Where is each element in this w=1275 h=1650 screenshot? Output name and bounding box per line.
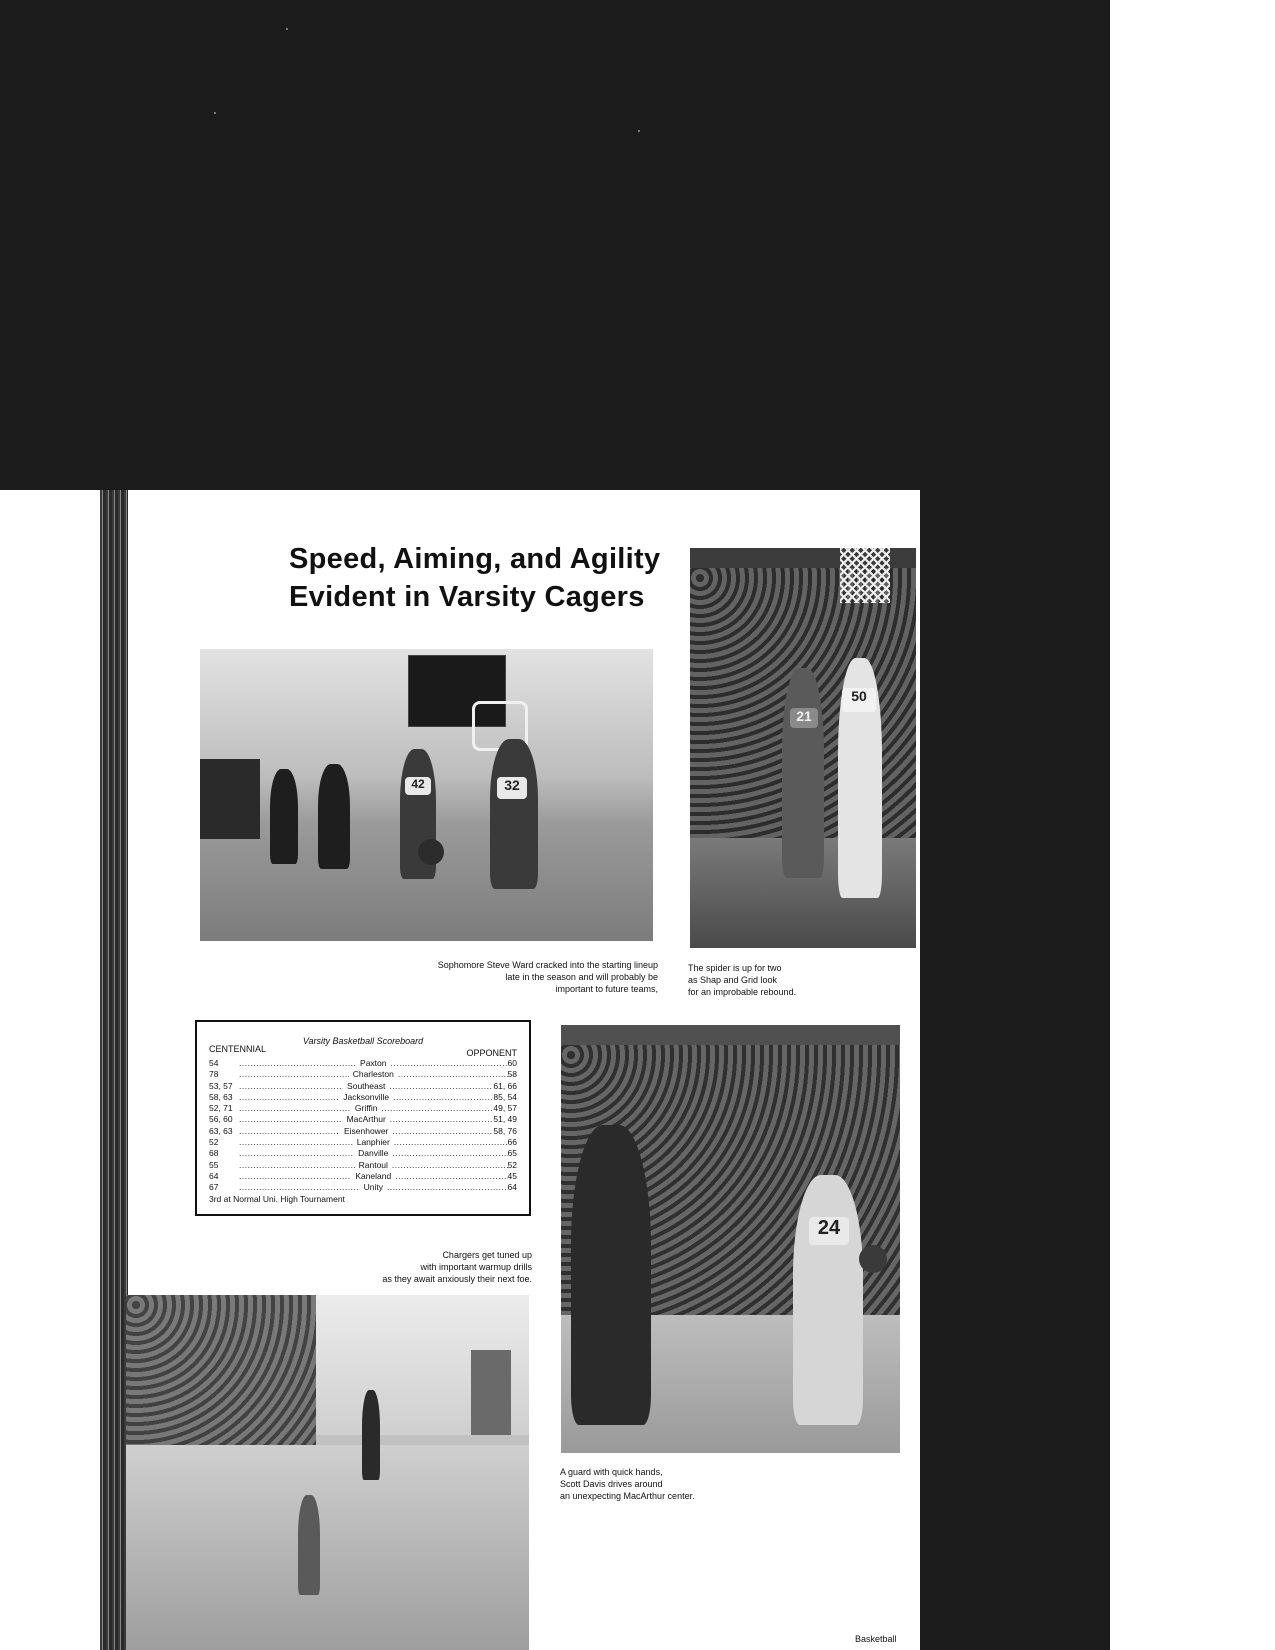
caption-line: important to future teams, [555,984,658,994]
leader-dots [239,1160,355,1171]
caption-line: with important warmup drills [420,1262,532,1272]
dribble-caption [380,959,658,995]
opponent-name: Charleston [352,1069,394,1080]
leader-dots [239,1137,353,1148]
centennial-score: 67 [209,1182,219,1193]
centennial-score: 52 [209,1137,219,1148]
bleacher-crowd [126,1295,316,1445]
scoreboard-row [209,1069,517,1080]
jersey-number: 42 [405,777,431,795]
caption-line: Chargers get tuned up [442,1250,532,1260]
opponent-score: 85, 54 [493,1091,517,1102]
scoreboard-rows [209,1058,517,1194]
caption-line: an unexpecting MacArthur center. [560,1491,695,1501]
page-title [289,540,679,616]
scoreboard-row [209,1137,517,1148]
page-section-label: Basketball [855,1634,897,1644]
leader-dots [239,1182,360,1193]
leader-dots [398,1069,508,1080]
leader-dots [392,1160,508,1171]
centennial-score: 54 [209,1058,219,1068]
opponent-name: Eisenhower [343,1125,389,1136]
player [782,668,824,878]
speck [638,130,640,132]
player [298,1495,320,1595]
leader-dots [239,1171,351,1182]
leader-dots [239,1148,354,1159]
basket-net [840,548,890,603]
leader-dots [239,1058,356,1069]
centennial-score: 78 [209,1069,219,1080]
player [270,769,298,864]
scoreboard-row [209,1126,517,1137]
opponent-score: 45 [507,1170,518,1181]
title-line-2: Evident in Varsity Cagers [289,581,645,613]
centennial-score: 63, 63 [209,1125,233,1136]
player [793,1175,863,1425]
player [571,1125,651,1425]
opponent-score: 58, 76 [493,1125,517,1136]
court-floor [126,1445,529,1650]
centennial-score: 56, 60 [209,1114,233,1125]
leader-dots [239,1114,343,1125]
leader-dots [391,1058,508,1069]
dribble-photo [200,649,653,941]
caption-line: late in the season and will probably be [505,972,658,982]
player [490,739,538,889]
scoreboard-title: Varsity Basketball Scoreboard [302,1036,424,1046]
leader-dots [389,1081,493,1092]
opponent-score: 58 [507,1069,518,1080]
opponent-score: 52 [507,1159,517,1170]
centennial-score: 53, 57 [209,1080,233,1091]
caption-line: The spider is up for two [688,963,782,973]
scoreboard-row [209,1148,517,1159]
centennial-score: 52, 71 [209,1103,233,1114]
basketball-icon [418,839,444,865]
speck [286,28,288,30]
player [318,764,350,869]
scoreboard-row [209,1103,517,1114]
caption-line: as Shap and Grid look [688,975,778,985]
leader-dots [239,1069,349,1080]
leader-dots [392,1126,493,1137]
opponent-name: Unity [363,1182,383,1193]
gym-door [471,1350,511,1435]
centennial-score: 58, 63 [209,1091,233,1102]
opponent-score: 65 [507,1148,517,1159]
opponent-name: MacArthur [346,1114,386,1125]
scan-background [0,0,1110,490]
opponent-name: Rantoul [358,1159,388,1170]
warmup-photo [126,1295,529,1650]
right-column-header: OPPONENT [466,1048,517,1058]
leader-dots [381,1103,493,1114]
caption-line: A guard with quick hands, [560,1467,663,1477]
scoreboard-footnote: 3rd at Normal Uni. High Tournament [209,1193,345,1204]
centennial-score: 68 [209,1148,219,1159]
opponent-name: Lanphier [356,1137,390,1148]
leader-dots [394,1137,508,1148]
guard-photo [561,1025,900,1453]
scoreboard-row [209,1171,517,1182]
title-line-1: Speed, Aiming, and Agility [289,543,661,575]
rebound-photo [690,548,916,948]
scoreboard-row [209,1092,517,1103]
scoreboard-row [209,1114,517,1125]
opponent-name: Paxton [360,1058,387,1068]
centennial-score: 64 [209,1170,219,1181]
jersey-number: 21 [790,708,818,728]
scoreboard-row [209,1081,517,1092]
opponent-name: Griffin [354,1103,378,1114]
leader-dots [392,1148,507,1159]
bleacher-rail [200,759,260,839]
jersey-number: 50 [842,688,876,712]
scoreboard-table [195,1020,531,1216]
basketball-icon [859,1245,887,1273]
scan-background-right [920,490,1110,1650]
guard-caption [560,1466,800,1502]
centennial-score: 55 [209,1159,219,1170]
leader-dots [390,1114,494,1125]
opponent-name: Jacksonville [343,1091,390,1102]
leader-dots [239,1081,343,1092]
scoreboard-row [209,1058,517,1069]
leader-dots [387,1182,508,1193]
jersey-number: 24 [809,1217,849,1245]
warmup-caption [300,1249,532,1285]
opponent-score: 66 [507,1137,517,1148]
left-column-header: CENTENNIAL [209,1044,267,1054]
opponent-name: Southeast [347,1080,386,1091]
caption-line: for an improbable rebound. [688,987,797,997]
leader-dots [393,1092,493,1103]
caption-line: Scott Davis drives around [560,1479,663,1489]
scoreboard-row [209,1182,517,1193]
player [362,1390,380,1480]
leader-dots [239,1126,340,1137]
opponent-score: 60 [507,1058,517,1068]
opponent-score: 61, 66 [493,1080,518,1091]
caption-line: as they await anxiously their next foe. [382,1274,532,1284]
opponent-score: 64 [507,1182,517,1193]
opponent-name: Danville [358,1148,389,1159]
opponent-score: 49, 57 [493,1103,518,1114]
jersey-number: 32 [497,777,527,799]
leader-dots [239,1092,339,1103]
leader-dots [395,1171,507,1182]
scoreboard-row [209,1160,517,1171]
speck [214,112,216,114]
opponent-score: 51, 49 [493,1114,518,1125]
rebound-caption [688,962,908,998]
opponent-name: Kaneland [355,1170,392,1181]
leader-dots [239,1103,351,1114]
caption-line: Sophomore Steve Ward cracked into the starting lineup [437,960,658,970]
